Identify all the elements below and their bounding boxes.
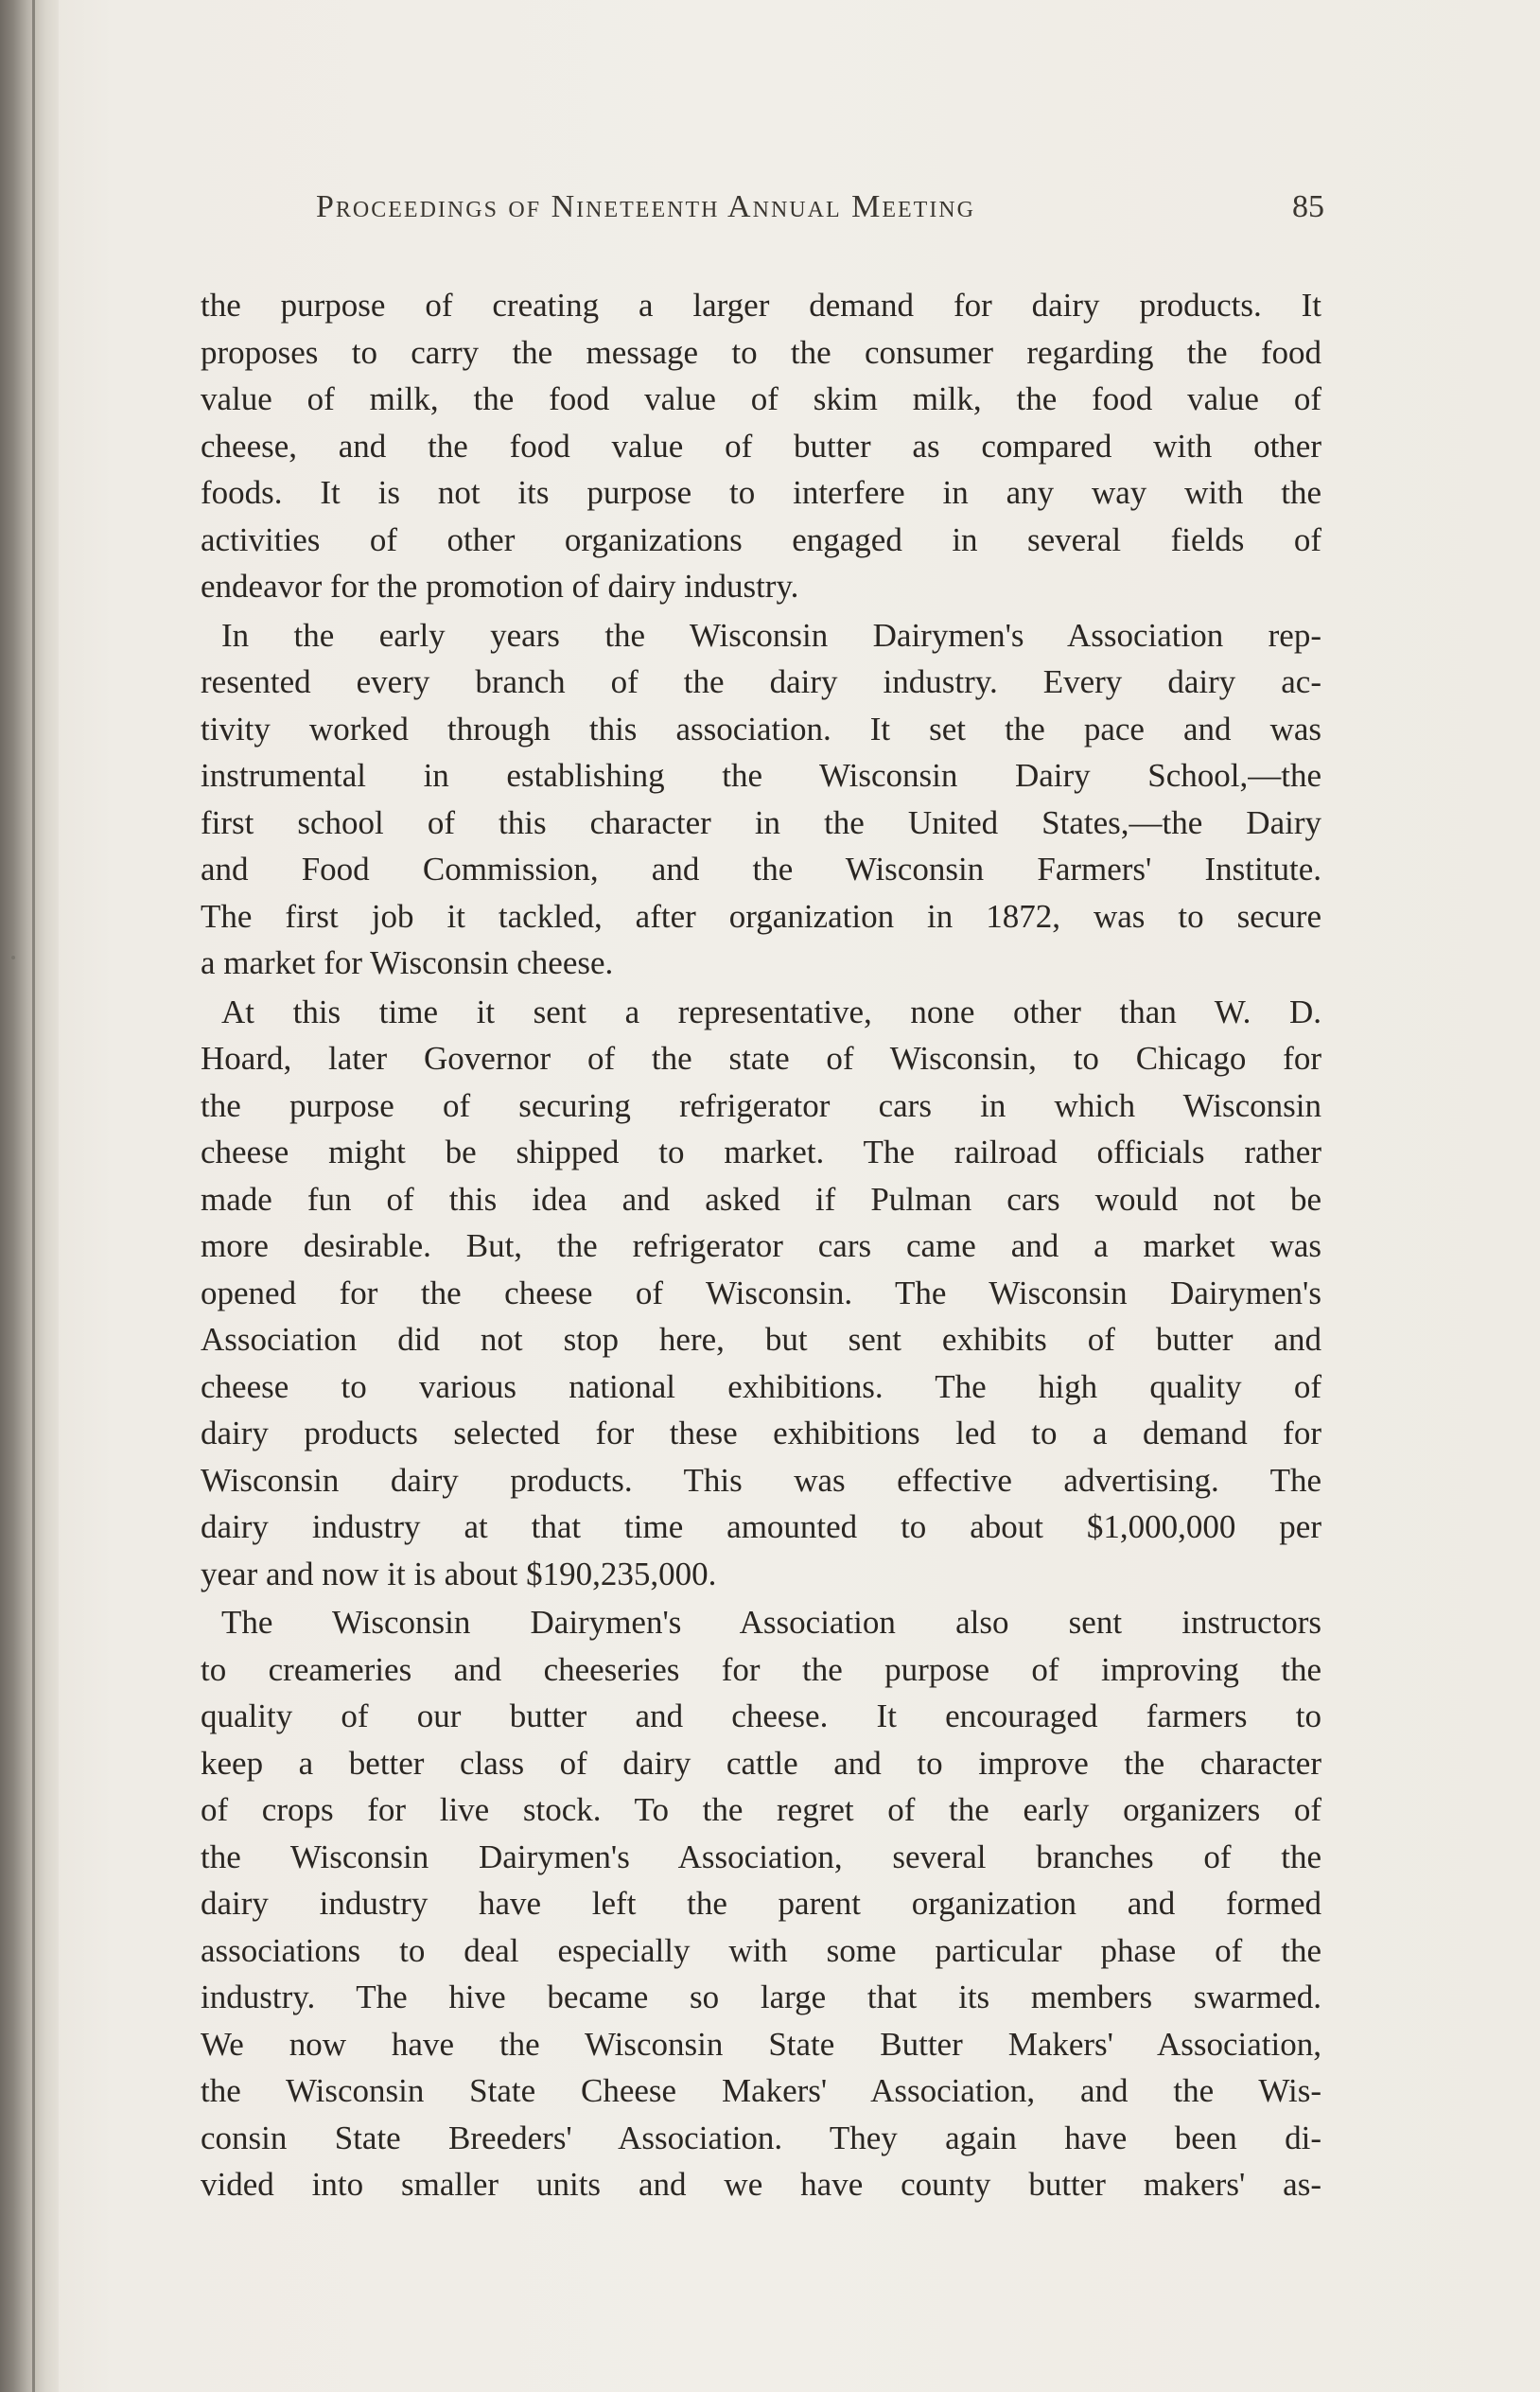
text-line: In the early years the Wisconsin Dairymen's Association rep-	[221, 616, 1321, 654]
spine-edge-line	[32, 0, 35, 2392]
text-line: the Wisconsin State Cheese Makers' Association, and the Wis-	[201, 2072, 1321, 2109]
text-line: quality of our butter and cheese. It encouraged farmers to	[201, 1697, 1321, 1734]
text-line: dairy products selected for these exhibitions led to a demand for	[201, 1415, 1321, 1451]
body-text	[201, 282, 1321, 2210]
text-line: and Food Commission, and the Wisconsin Farmers' Institute.	[201, 851, 1321, 888]
paper-speck	[11, 956, 15, 959]
page-header	[316, 182, 1324, 238]
text-line: Hoard, later Governor of the state of Wisconsin, to Chicago for	[201, 1040, 1321, 1077]
text-line: value of milk, the food value of skim milk, the food value of	[201, 380, 1321, 417]
text-line: instrumental in establishing the Wisconsin Dairy School,—the	[201, 757, 1321, 794]
text-line: endeavor for the promotion of dairy industry.	[201, 568, 799, 605]
text-line: cheese might be shipped to market. The railroad officials rather	[201, 1134, 1321, 1170]
text-line: the purpose of creating a larger demand for dairy products. It	[201, 287, 1321, 324]
text-line: tivity worked through this association. It set the pace and was	[201, 710, 1321, 748]
page-number: 85	[1292, 189, 1324, 224]
text-line: foods. It is not its purpose to interfere in any way with the	[201, 474, 1321, 511]
text-line: associations to deal especially with some particular phase of the	[201, 1931, 1321, 1969]
text-line: keep a better class of dairy cattle and to improve the character	[201, 1744, 1321, 1782]
paragraph-1	[201, 282, 1321, 610]
text-line: opened for the cheese of Wisconsin. The Wisconsin Dairymen's	[201, 1274, 1321, 1311]
text-line: At this time it sent a representative, none other than W. D.	[221, 993, 1321, 1030]
text-line: The first job it tackled, after organization in 1872, was to secure	[201, 897, 1321, 935]
text-line: the Wisconsin Dairymen's Association, several branches of the	[201, 1838, 1321, 1875]
text-line: cheese, and the food value of butter as compared with other	[201, 427, 1321, 465]
paragraph-4	[201, 1599, 1321, 2208]
text-line: Wisconsin dairy products. This was effective advertising. The	[201, 1461, 1321, 1499]
book-spine-shadow	[0, 0, 59, 2392]
text-line: consin State Breeders' Association. They again have been di-	[201, 2119, 1321, 2156]
text-line: activities of other organizations engaged in several fields of	[201, 520, 1321, 558]
running-head: Proceedings of Nineteenth Annual Meeting	[316, 189, 975, 224]
text-line: the purpose of securing refrigerator cars in which Wisconsin	[201, 1086, 1321, 1124]
text-line: made fun of this idea and asked if Pulman cars would not be	[201, 1180, 1321, 1218]
text-line: proposes to carry the message to the consumer regarding the food	[201, 333, 1321, 371]
text-line: a market for Wisconsin cheese.	[201, 944, 614, 981]
text-line: industry. The hive became so large that its members swarmed.	[201, 1979, 1321, 2015]
text-line: year and now it is about $190,235,000.	[201, 1555, 717, 1592]
text-line: Association did not stop here, but sent exhibits of butter and	[201, 1321, 1321, 1358]
text-line: of crops for live stock. To the regret of the early organizers of	[201, 1791, 1321, 1828]
text-line: We now have the Wisconsin State Butter Makers' Association,	[201, 2025, 1321, 2063]
text-line: dairy industry at that time amounted to about $1,000,000 per	[201, 1508, 1321, 1545]
paragraph-2	[201, 612, 1321, 987]
text-line: first school of this character in the United States,—the Dairy	[201, 803, 1321, 841]
paragraph-3	[201, 989, 1321, 1598]
text-line: to creameries and cheeseries for the purpose of improving the	[201, 1650, 1321, 1688]
text-line: cheese to various national exhibitions. The high quality of	[201, 1367, 1321, 1405]
text-line: resented every branch of the dairy industry. Every dairy ac-	[201, 663, 1321, 700]
text-line: dairy industry have left the parent organization and formed	[201, 1885, 1321, 1922]
text-line: The Wisconsin Dairymen's Association also sent instructors	[221, 1604, 1321, 1641]
text-line: more desirable. But, the refrigerator cars came and a market was	[201, 1227, 1321, 1264]
text-line: vided into smaller units and we have county butter makers' as-	[201, 2166, 1321, 2203]
